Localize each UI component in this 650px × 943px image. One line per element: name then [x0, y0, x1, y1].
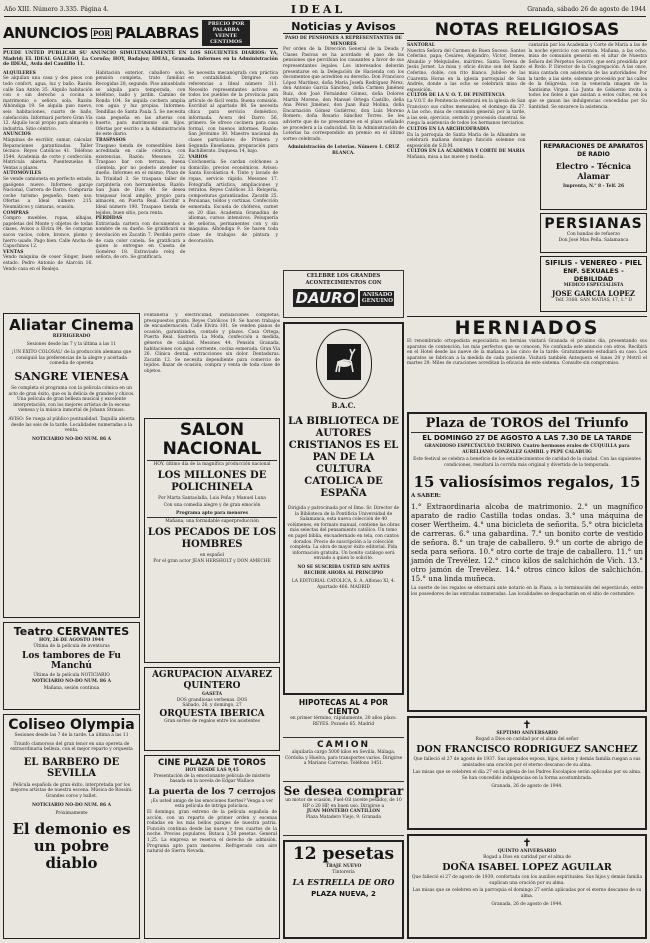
herniados-title: HERNIADOS [454, 317, 600, 339]
anuncios-price: PRECIO POR PALABRA VEINTE CENTIMOS [202, 20, 250, 46]
medico-line1: SIFILIS - VENEREO - PIEL [545, 259, 642, 267]
bac-emblem [316, 329, 372, 399]
toros-prizes: 15 valiosísimos regalos, 15 [413, 473, 641, 492]
agrupacion-orchestra: ORQUESTA IBERICA [159, 708, 265, 719]
section-ventas: VENTAS [3, 249, 24, 255]
salon-sub: Programa apto para menores [176, 510, 248, 516]
camion-title: CAMION [316, 740, 371, 750]
noticias-sub: PASO DE PENSIONES A REPRESENTANTES DE MENORES [284, 36, 403, 47]
reparaciones-title: REPARACIONES DE APARATOS DE RADIO [543, 143, 644, 158]
pesetas-ad: 12 pesetas TRAJE NUEVO Tintorería LA ESTRELLA DE ORO PLAZA NUEVA, 2 [283, 840, 404, 939]
agrupacion-sub: GASETA [201, 692, 223, 697]
coliseo-film: EL BARBERO DE SEVILLA [23, 756, 120, 779]
agrupacion-title: AGRUPACION ALVAREZ QUINTERO [151, 670, 273, 691]
esquela-1-head: SEPTIMO ANIVERSARIO [496, 731, 558, 736]
esquela-1-cross: ✝ [522, 720, 532, 731]
cervantes-film: Los tambores de Fu Manchú [22, 651, 121, 672]
comprar-title: Se desea comprar [283, 784, 404, 798]
aliatar-film: SANGRE VIENESA [14, 369, 129, 383]
esquela-2-cross: ✝ [522, 838, 532, 849]
esquela-2-date: Granada, 26 de agosto de 1944. [491, 901, 563, 907]
salon-ad: SALON NACIONAL HOY, último día de la magnífica producción nacional LOS MILLONES DE POLICHINELA Por Marta Santaolalla, Luis Peña y Manuel Luna Con una comedia alegre y de gran emoción Programa apto para menores Mañana, una formidable superproducción LOS PECADOS DE LOS HOMBRES en español Por el gran actor JEAN HERSHOLT y DON AMECHE [144, 418, 280, 663]
comprar-address: Plaza Matadero Viejo, 9. Granada [306, 814, 381, 820]
persianas-title: PERSIANAS [544, 216, 643, 232]
toros-prize-list: 1.° Extraordinaria alcoba de matrimonio. 2.° un magnífico aparato de radio Castilla todas ondas. 3.° una máquina de coser Wertheim. 4.° una bicicleta de señorita. 5.° otra bicicleta de carreras. 6.° una gabardina. 7.° un bonito corte de vestido de señora. 8.° un traje de caballero. 9.° un corte de abrigo de seda para señora. 10.° otro corte de traje de caballero. 11.° un jamón de Trevélez. 12.° cinco kilos de salchichón de Vich. 13.° otro jamón de Trevélez. 14.° otros cinco kilos de salchichón. 15.° una linda muñeca. [411, 501, 643, 583]
anuncios-title: ANUNCIOS [3, 24, 89, 42]
esquela-1: ✝ SEPTIMO ANIVERSARIO Rogad a Dios en caridad por el alma del señor DON FRANCISCO RODRIGUEZ SANCHEZ Que falleció el 27 de agosto de 1937. Sus apenados esposa, hijos, nietos y demás familia ruegan a sus amistades una oración por el eterno descanso de su alma. Las misas que se celebren el día 27 en la iglesia de los Padres Escolapios serán aplicadas por su alma. Se han concedido indulgencias en la forma acostumbrada. Granada, 26 de agosto de 1944. [407, 716, 647, 830]
header-date: Granada, sábado 26 de agosto de 1944 [527, 6, 646, 13]
toros-saber: A SABER: [411, 493, 441, 500]
masthead: IDEAL [290, 3, 346, 16]
toros-title: Plaza de TOROS del Triunfo [425, 416, 629, 431]
noticias-loteria: Administración de Loterías. Número 1. CRUZ BLANCA. [287, 145, 400, 156]
esquela-2-head: QUINTO ANIVERSARIO [497, 849, 557, 854]
misc-small-ads: Fontanería y electricidad, instalaciones completas, presupuestos gratis. Reyes Católicos 19. Se hacen trabajos de encuadernación. Calle Elvira 101. Se venden pianos de ocasión, garantizados, contado y plazos. Casa Ortega, Puerta Real. Sastrería La Moda, confección a medida, géneros de calidad. Mesones 44. Pensión Granada, habitaciones con agua corriente, cocina esmerada. Gran Vía 26. Clínica dental, extracciones sin dolor. Dentaduras. Zacatín 12. Se necesita dependiente para comercio de tejidos. Bazar de ocasión, compra y venta de toda clase de objetos. [144, 313, 280, 374]
medico-ad [540, 256, 647, 312]
toros-date: EL DOMINGO 27 DE AGOSTO A LAS 7.30 DE LA TARDE [422, 434, 632, 442]
aliatar-sub: REFRIGERADO [52, 334, 91, 339]
plaza-cine-ad: CINE PLAZA DE TOROS HOY DESDE LAS 9,45 Presentación de la emocionante película de misterio basada en la novela de Edgar Wallace La puerta de los 7 cerrojos ¡Es usted amigo de las emociones fuertes? Venga a ver esta película de intriga policíaca. El domingo, gran estreno de la película española de acción, con un reparto de primer orden y escenas rodadas en los más bellos parajes de nuestra patria. Función continua desde las nueve y tres cuartos de la noche. Precios populares. Butaca 2,50 pesetas. General 1,25. La empresa se reserva el derecho de admisión. Programa apto para menores. Refrigerado con aire natural de Sierra Nevada. [144, 755, 280, 939]
reparaciones-ad [540, 140, 647, 210]
religiosas-title: NOTAS RELIGIOSAS [407, 20, 647, 41]
section-varios: VARIOS [188, 154, 208, 160]
plaza-cine-sub: HOY DESDE LAS 9,45 [185, 768, 239, 773]
section-compras: COMPRAS [3, 210, 29, 216]
dauro-ad [283, 270, 404, 318]
bac-headline: LA BIBLIOTECA DE AUTORES CRISTIANOS ES EL PAN DE LA CULTURA CATOLICA DE ESPAÑA [288, 416, 399, 499]
reparaciones-addr: Imprenta, N.° 8 - Telf. 26 [562, 184, 625, 189]
cervantes-date: HOY, 26 DE AGOSTO 1944 [39, 638, 104, 643]
coliseo-title: Coliseo Olympia [8, 717, 135, 733]
cervantes-ad: Teatro CERVANTES HOY, 26 DE AGOSTO 1944 Última de la película de aventuras Los tambores de Fu Manchú Última de la película NOTICIARIO NOTICIARIO NO-DO NUM. 86 A Mañana, sesión continua [3, 622, 140, 710]
pesetas-sub: TRAJE NUEVO [325, 864, 362, 869]
dauro-side: ANISADO GENUINO [361, 291, 393, 304]
esquela-1-sub: Rogad a Dios en caridad por el alma del señor [475, 736, 579, 742]
hipoteca-ad: HIPOTECAS AL 4 POR CIENTO en primer término, rápidamente, 20 años plazo. REYES. Pozuelo 65. Madrid [283, 698, 404, 738]
plaza-cine-title: CINE PLAZA DE TOROS [158, 758, 266, 768]
camion-ad: CAMION alquilaría cargo 5000 kilos en Sevilla, Málaga, Córdoba y Huelva, para transportes varios. Dirigirse a Mariano Carreras. Teléfono 1451. [283, 740, 404, 782]
pesetas-shop: LA ESTRELLA DE ORO [292, 877, 395, 888]
section-archicofradia: CULTOS EN LA ARCHICOFRADIA [407, 126, 490, 132]
bac-footer: LA EDITORIAL CATOLICA, S. A. Alfonso XI, 4. Apartado 466. MADRID [291, 579, 396, 590]
comprar-ad: Se desea comprar un motor de ocasión, Fuel-Oil (aceite pesado), de 10 HP o 20 HP, en buen uso. Dirigirse a JUAN MONTERO CANTILLON Plaza Matadero Viejo, 9. Granada [283, 784, 404, 836]
noticias-section: Noticias y Avisos PASO DE PENSIONES A REPRESENTANTES DE MENORES Por orden de la Dirección General de la Deuda y Clases Pasivas se ha acordado el paso de las pensiones que percibían los causantes a favor de sus representantes legales. Los interesados deberán presentarse en la Delegación de Hacienda con los documentos que acrediten su derecho. Don Francisco López Martínez, doña María Josefa Rodríguez Pérez, don Antonio García Sánchez, doña Carmen Jiménez Ruiz, don José Fernández Gómez, doña Dolores Martín Moreno, don Manuel Ortega Castillo, doña Ana Pérez Jiménez, don Juan Ruiz Molina, doña Encarnación Gómez Gutiérrez, don Luis Moreno Romero, doña Rosario Sánchez Torres. Se les advierte que de no presentarse en el plazo señalado se procederá a la caducidad. En la Administración de Loterías ha correspondido un premio en el último sorteo celebrado. Administración de Loterías. Número 1. CRUZ BLANCA. [283, 20, 404, 156]
esquela-2-sub: Rogad a Dios en caridad por el alma de [483, 854, 571, 860]
pesetas-addr: PLAZA NUEVA, 2 [311, 890, 376, 899]
salon-film1: LOS MILLONES DE POLICHINELA [157, 469, 267, 493]
anuncios-intro: PUEDE UNTED PUBLICAR SU ANUNCIO SIMULTANEAMENTE EN LOS SIGUIENTES DIARIOS: YA, Madrid; EL IDEAL GALLEGO, La Coruña; HOY, Badajoz; IDEAL, Granada. Informes en la Administración de IDEAL, Avda del Caudillo 11. [3, 51, 278, 68]
religiosas-col-1: SANTORAL Nuestra Señora del Carmen de Buen Suceso. Santos Ceferino, papa; Cesáreo, Alejandro, Víctor, Ireneo, Abundio y Melquíades, mártires. Santa Teresa de Jesús Jornet. La misa y oficio divino son del Santo Ceferino, doble, con rito blanco. Jubileo de las Cuarenta Horas en la iglesia parroquial de San Andrés, donde a las ocho se celebrará misa de exposición. CULTOS DE LA V. O. T. DE PENITENCIA La V.O.T. de Penitencia celebrará en la iglesia de San Francisco sus cultos mensuales, el domingo día 27. A las ocho, misa de comunión general; por la tarde, a las seis, ejercicio, sermón y procesión claustral. Se ruega la asistencia de todos los hermanos terciarios. CULTOS EN LA ARCHICOFRADIA En la parroquia de Santa María de la Alhambra se celebrará mañana domingo función solemne con exposición de S.D.M. CULTOS EN LA ACADEMIA Y CORTE DE MARIA Mañana, misa a las nueve y media. [407, 43, 526, 160]
pesetas-price: 12 pesetas [292, 844, 395, 864]
agrupacion-line2: Sábado, 26, y domingo, 27 [182, 703, 242, 709]
bac-ad: B.A.C. LA BIBLIOTECA DE AUTORES CRISTIANOS ES EL PAN DE LA CULTURA CATOLICA DE ESPAÑA Dirigida y patrocinada por el Ilmo. Sr. Director de la Biblioteca de la Pontificia Universidad de Salamanca, esta nueva colección de 40 volúmenes, en formato manual, contiene las obras más selectas del pensamiento católico. Un tomo en papel biblia, encuadernado en tela, con cantos dorados. Precio de suscripción a la colección completa. La obra de mayor éxito editorial. Pida información gratuita. Un bonito catálogo será enviado a quien lo solicite. NO SE SUSCRIBA USTED SIN ANTES RECIBIR AHORA AL PRINCIPIO LA EDITORIAL CATOLICA, S. A. Alfonso XI, 4. Apartado 466. MADRID [283, 322, 404, 695]
esquela-1-date: Granada, 26 de agosto de 1944. [491, 783, 563, 789]
esquela-1-name: DON FRANCISCO RODRIGUEZ SANCHEZ [416, 744, 638, 756]
agrupacion-line1: DOS grandiosas verbenas. DOS [176, 697, 248, 703]
anuncios-por: POR [93, 28, 111, 38]
medico-line2: ENF. SEXUALES - DEBILIDAD [563, 267, 624, 283]
anuncios-palabras: PALABRAS [115, 24, 200, 42]
page-header [4, 3, 646, 17]
coliseo-ad: Coliseo Olympia Sesiones desde las 7 de la tarde. La última a las 11 Triunfo clamoroso del gran tenor en una opereta de extraordinaria belleza, con el mejor reparto y orquesta EL BARBERO DE SEVILLA Película española de gran éxito, interpretada por los mejores artistas de nuestra escena. Música de Rossini. Grandes coros y ballet. NOTICIARIO NO-DO NUM. 86 A Próximamente El demonio es un pobre diablo [3, 714, 140, 939]
anuncios-section [3, 20, 278, 310]
section-traspasos: TRASPASOS [95, 137, 126, 143]
toros-ad: Plaza de TOROS del Triunfo EL DOMINGO 27 DE AGOSTO A LAS 7.30 DE LA TARDE GRANDIOSO ESPECTACULO TAURINO. Cuatro hermosos erales de CUQUILLA para AURELIANO GONZALEZ GAMBIL y PEPE CALABUIG Este festival se celebra a beneficio de los establecimientos de caridad de la ciudad. Con las siguientes condiciones, resultará la corrida más original y divertida de la temporada. 15 valiosísimos regalos, 15 A SABER: 1.° Extraordinaria alcoba de matrimonio. 2.° un magnífico aparato de radio Castilla todas ondas. 3.° una máquina de coser Wertheim. 4.° una bicicleta de señorita. 5.° otra bicicleta de carreras. 6.° una gabardina. 7.° un bonito corte de vestido de señora. 8.° un traje de caballero. 9.° un corte de abrigo de seda para señora. 10.° otro corte de traje de caballero. 11.° un jamón de Trevélez. 12.° cinco kilos de salchichón de Vich. 13.° otro jamón de Trevélez. 14.° otros cinco kilos de salchichón. 15.° una linda muñeca. La suerte de los regalos se efectuará ante notario en la Plaza, a la terminación del espectáculo, entre los poseedores de las entradas numeradas. Las localidades se despacharán en el sitio de costumbre. [407, 412, 647, 712]
coliseo-session: Sesiones desde las 7 de la tarde. La última a las 11 [14, 733, 129, 738]
header-issue: Año XIII. Número 3.335. Página 4. [4, 6, 109, 13]
cervantes-title: Teatro CERVANTES [13, 625, 130, 638]
noticias-title: Noticias y Avisos [283, 20, 404, 34]
section-automoviles: AUTOMOVILES [3, 171, 41, 177]
herniados-ad: HERNIADOS El renombrado ortopedista especialista en hernias visitará Granada el próximo día, presentando sus aparatos de contención, los más perfectos que se conocen. No confunda este anuncio con otros. Recibirá en el Hotel desde las nueve de la mañana a las cinco de la tarde. Gratuitamente estudiará su caso. Los aparatos se fabrican a la medida de cada paciente. Visitará también Antequera el lunes 28 y Motril el martes 29. Miles de curaciones acreditan la eficacia de este sistema. Consulte sin compromiso. [407, 316, 647, 409]
section-academia: CULTOS EN LA ACADEMIA Y CORTE DE MARIA [407, 149, 525, 155]
dauro-head: CELEBRE LOS GRANDES ACONTECIMIENTOS CON [305, 273, 382, 286]
anuncios-col-2: Habitación exterior, caballero solo, pensión completa, trato familiar. Recogidas 28, segundo. Piso amueblado se alquila para temporada, con teléfono, baño y jardín. Camino de Ronda 104. Se alquila cochera amplia con agua y luz propias. Informes: Tendillas de Santa Paula 5. Se necesita casa pequeña en las afueras con huerto, para matrimonio sin hijos. Ofertas por escrito a la Administración de este diario. TRASPASOS Traspaso tienda de comestibles bien acreditada en calle céntrica, con existencias. Razón: Mesones 22. Traspaso bar con terraza, buena clientela, por no poderlo atender su dueño. Informes en el mismo, Plaza de la Trinidad 3. Se traspasa taller de carpintería con herramientas. Razón: San Juan de Dios 40. Se desea traspasar local amplio, propio para almacén, en Puerta Real. Escribir a Ideal número 190. Traspaso tienda de tejidos, buen sitio, poca renta. PERDIDAS Extraviada cartera con documentos a nombre de su dueño. Se gratificará su devolución en Zacatín 7. Perdido perro de caza color canela. Se gratificará a quien lo entregue en Cuesta de Gomérez 18. Extraviado reloj de señora, de oro. Se gratificará. [95, 70, 186, 261]
cervantes-next: Mañana, sesión continua [43, 686, 100, 692]
esquela-2-name: DOÑA ISABEL LOPEZ AGUILAR [442, 862, 612, 874]
coliseo-notice: NOTICIARIO NO-DO NUM. 86 A [32, 802, 111, 808]
plaza-cine-film: La puerta de los 7 cerrojos [148, 786, 276, 797]
medico-addr: Telf. 3168. SAN MATIAS, 17, 1.° D [555, 297, 632, 303]
toros-event: GRANDIOSO ESPECTACULO TAURINO. Cuatro hermosos erales de CUQUILLA para AURELIANO GONZALEZ GAMBIL y PEPE CALABUIG [424, 444, 630, 455]
coliseo-coming: El demonio es un pobre diablo [12, 819, 131, 872]
medico-specialty: MEDICO ESPECIALISTA [563, 283, 624, 288]
salon-title: SALON NACIONAL [162, 420, 262, 459]
anuncios-col-3: Se necesita mecanógrafa con práctica en contabilidad. Dirigirse con referencias a Ideal número 311. Necesito representantes activos en todos los pueblos de la provincia para artículo de fácil venta. Buena comisión. Escribid al apartado 88. Se necesita chica para servicio doméstico, informada. Acera del Darro 56, primero. Se ofrece cocinera para casa formal, con buenos informes. Razón: San Jerónimo 30. Maestro nacional da clases particulares de Primera y Segunda Enseñanza, preparación para Bachillerato. Duquesa 14, bajo. VARIOS Colchonería. Se cardan colchones a domicilio, precios económicos. Avisos: Santa Escolástica 4. Tinte y lavado de ropas, servicio rápido. Mesones 17. Fotografía artística, ampliaciones y retratos. Reyes Católicos 33. Relojería, composturas garantizadas. Zacatín 25. Persianas, toldos y cortinas. Confección esmerada. Escuela de chóferes, carnet en 20 días. Academia Granadina de idiomas, cursos intensivos. Peluquería de señoras, permanentes con y sin máquina. Alhóndiga 9. Se hacen toda clase de trabajos de pintura y decoración. [188, 70, 278, 244]
section-santoral: SANTORAL [407, 43, 435, 48]
comprar-contact: JUAN MONTERO CANTILLON [306, 809, 381, 815]
bac-label: B.A.C. [331, 401, 356, 410]
salon-cast: Por el gran actor JEAN HERSHOLT y DON AMECHE [153, 558, 271, 564]
section-perdidas: PERDIDAS [95, 216, 123, 222]
aliatar-title: Aliatar Cinema [9, 316, 134, 334]
hipoteca-title: HIPOTECAS AL 4 POR CIENTO [298, 698, 389, 716]
aliatar-ad: Aliatar Cinema REFRIGERADO Sesiones desde las 7 y la última a las 11 ¡UN EXITO COLOSAL! de la producción alemana que consiguió las preferencias de la alegre y acertada comedia de opereta SANGRE VIENESA Se completa el programa con la película cómica en un acto de gran éxito, que es la delicia de grandes y chicos. Una película de gran belleza musical y excelente interpretación, con los mejores artistas de la escena vienesa y la música inmortal de Johann Strauss. AVISO: Se ruega al público puntualidad. Taquilla abierta desde las seis de la tarde. Localidades numeradas a la venta. NOTICIARIO NO-DO NUM. 86 A [3, 313, 140, 618]
aliatar-notice: NOTICIARIO NO-DO NUM. 86 A [32, 436, 111, 442]
esquela-2: ✝ QUINTO ANIVERSARIO Rogad a Dios en caridad por el alma de DOÑA ISABEL LOPEZ AGUILAR Que falleció el 27 de agosto de 1939, confortada con los auxilios espirituales. Sus hijos y demás familia suplican una oración por su alma. Las misas que se celebren en la parroquia el domingo 27 serán aplicadas por el eterno descanso de su alma. Granada, 26 de agosto de 1944. [407, 834, 647, 939]
reparaciones-brand: Electro - Técnica Alamar [555, 161, 632, 181]
religiosas-col-2: cantarán por los Academia y Corte de María a las de la noche ejercicio con sermón. Mañana, a las ocho, misa de comunión general en el altar de Nuestra Señora del Perpetuo Socorro, que será presidida por el Rvdo. P. Director de la Congregación. A las once, misa cantada con asistencia de las autoridades. Por la tarde, a las siete, solemne procesión por las calles de la feligresía, con la venerada imagen de la Santísima Virgen. La Junta de Gobierno invita a todos los fieles a que asistan a estos cultos, en los que se ganan las indulgencias concedidas por Su Santidad. Se encarece la asistencia. [528, 43, 647, 110]
persianas-ad: PERSIANAS Con bandas de refuerzo Don José Mas Peña. Salamanca [540, 213, 647, 253]
agrupacion-ad: AGRUPACION ALVAREZ QUINTERO GASETA DOS grandiosas verbenas. DOS Sábado, 26, y domingo, 27 ORQUESTA IBERICA Gran sorteo de regalos entre los asistentes [144, 667, 280, 751]
salon-film2: LOS PECADOS DE LOS HOMBRES [147, 526, 277, 550]
aliatar-session: Sesiones desde las 7 y la última a las 11 [26, 341, 117, 347]
section-alquileres: ALQUILERES [3, 70, 36, 76]
cervantes-notice: NOTICIARIO NO-DO NUM. 86 A [32, 678, 111, 684]
medico-name: JOSE GARCIA LOPEZ [552, 288, 635, 298]
anuncios-col-1: ALQUILERES Se alquilan una casa y dos pisos con todo confort, agua, luz y baño. Razón: calle San Antón 35. Alquilo habitación con o sin derecho a cocina a matrimonio o señora sola. Razón: Alhóndiga 19. Se alquila piso nuevo, seis habitaciones, cuarto de baño, calefacción. Informará portero Gran Vía 12. Alquilo local propio para almacén o industria. Sitio céntrico. ANUNCIOS Máquinas de escribir, sumar, calcular. Reparaciones garantizadas. Taller técnico: Reyes Católicos 41. Teléfono 1544. Academia de corte y confección. Matrícula abierta. Puentezuelas 8. Ventas a plazos. AUTOMOVILES Se vende camioneta en perfecto estado, gasógeno nuevo. Informes: garaje Nacional, Carrera de Darro. Compraría coche turismo pequeño, buen uso. Ofertas a Ideal número 215. Neumáticos y cámaras, ocasión. COMPRAS Compro muebles, ropas, alhajas, papeletas del Monte y objetos de todas clases. Avisos a Elvira 84. Se compran sacos vacíos, cobre, bronce, plomo y hierro usado. Pago bien. Calle Ancha de Capuchinos 12. VENTAS Vendo máquina de coser Singer, buen estado. Pedro Antonio de Alarcón 16. Vendo casa en el Realejo. [3, 70, 93, 272]
section-vot: CULTOS DE LA V. O. T. DE PENITENCIA [407, 93, 505, 99]
deer-icon [324, 340, 364, 388]
dauro-brand: DAURO [293, 289, 359, 307]
section-anuncios: ANUNCIOS [3, 132, 31, 138]
